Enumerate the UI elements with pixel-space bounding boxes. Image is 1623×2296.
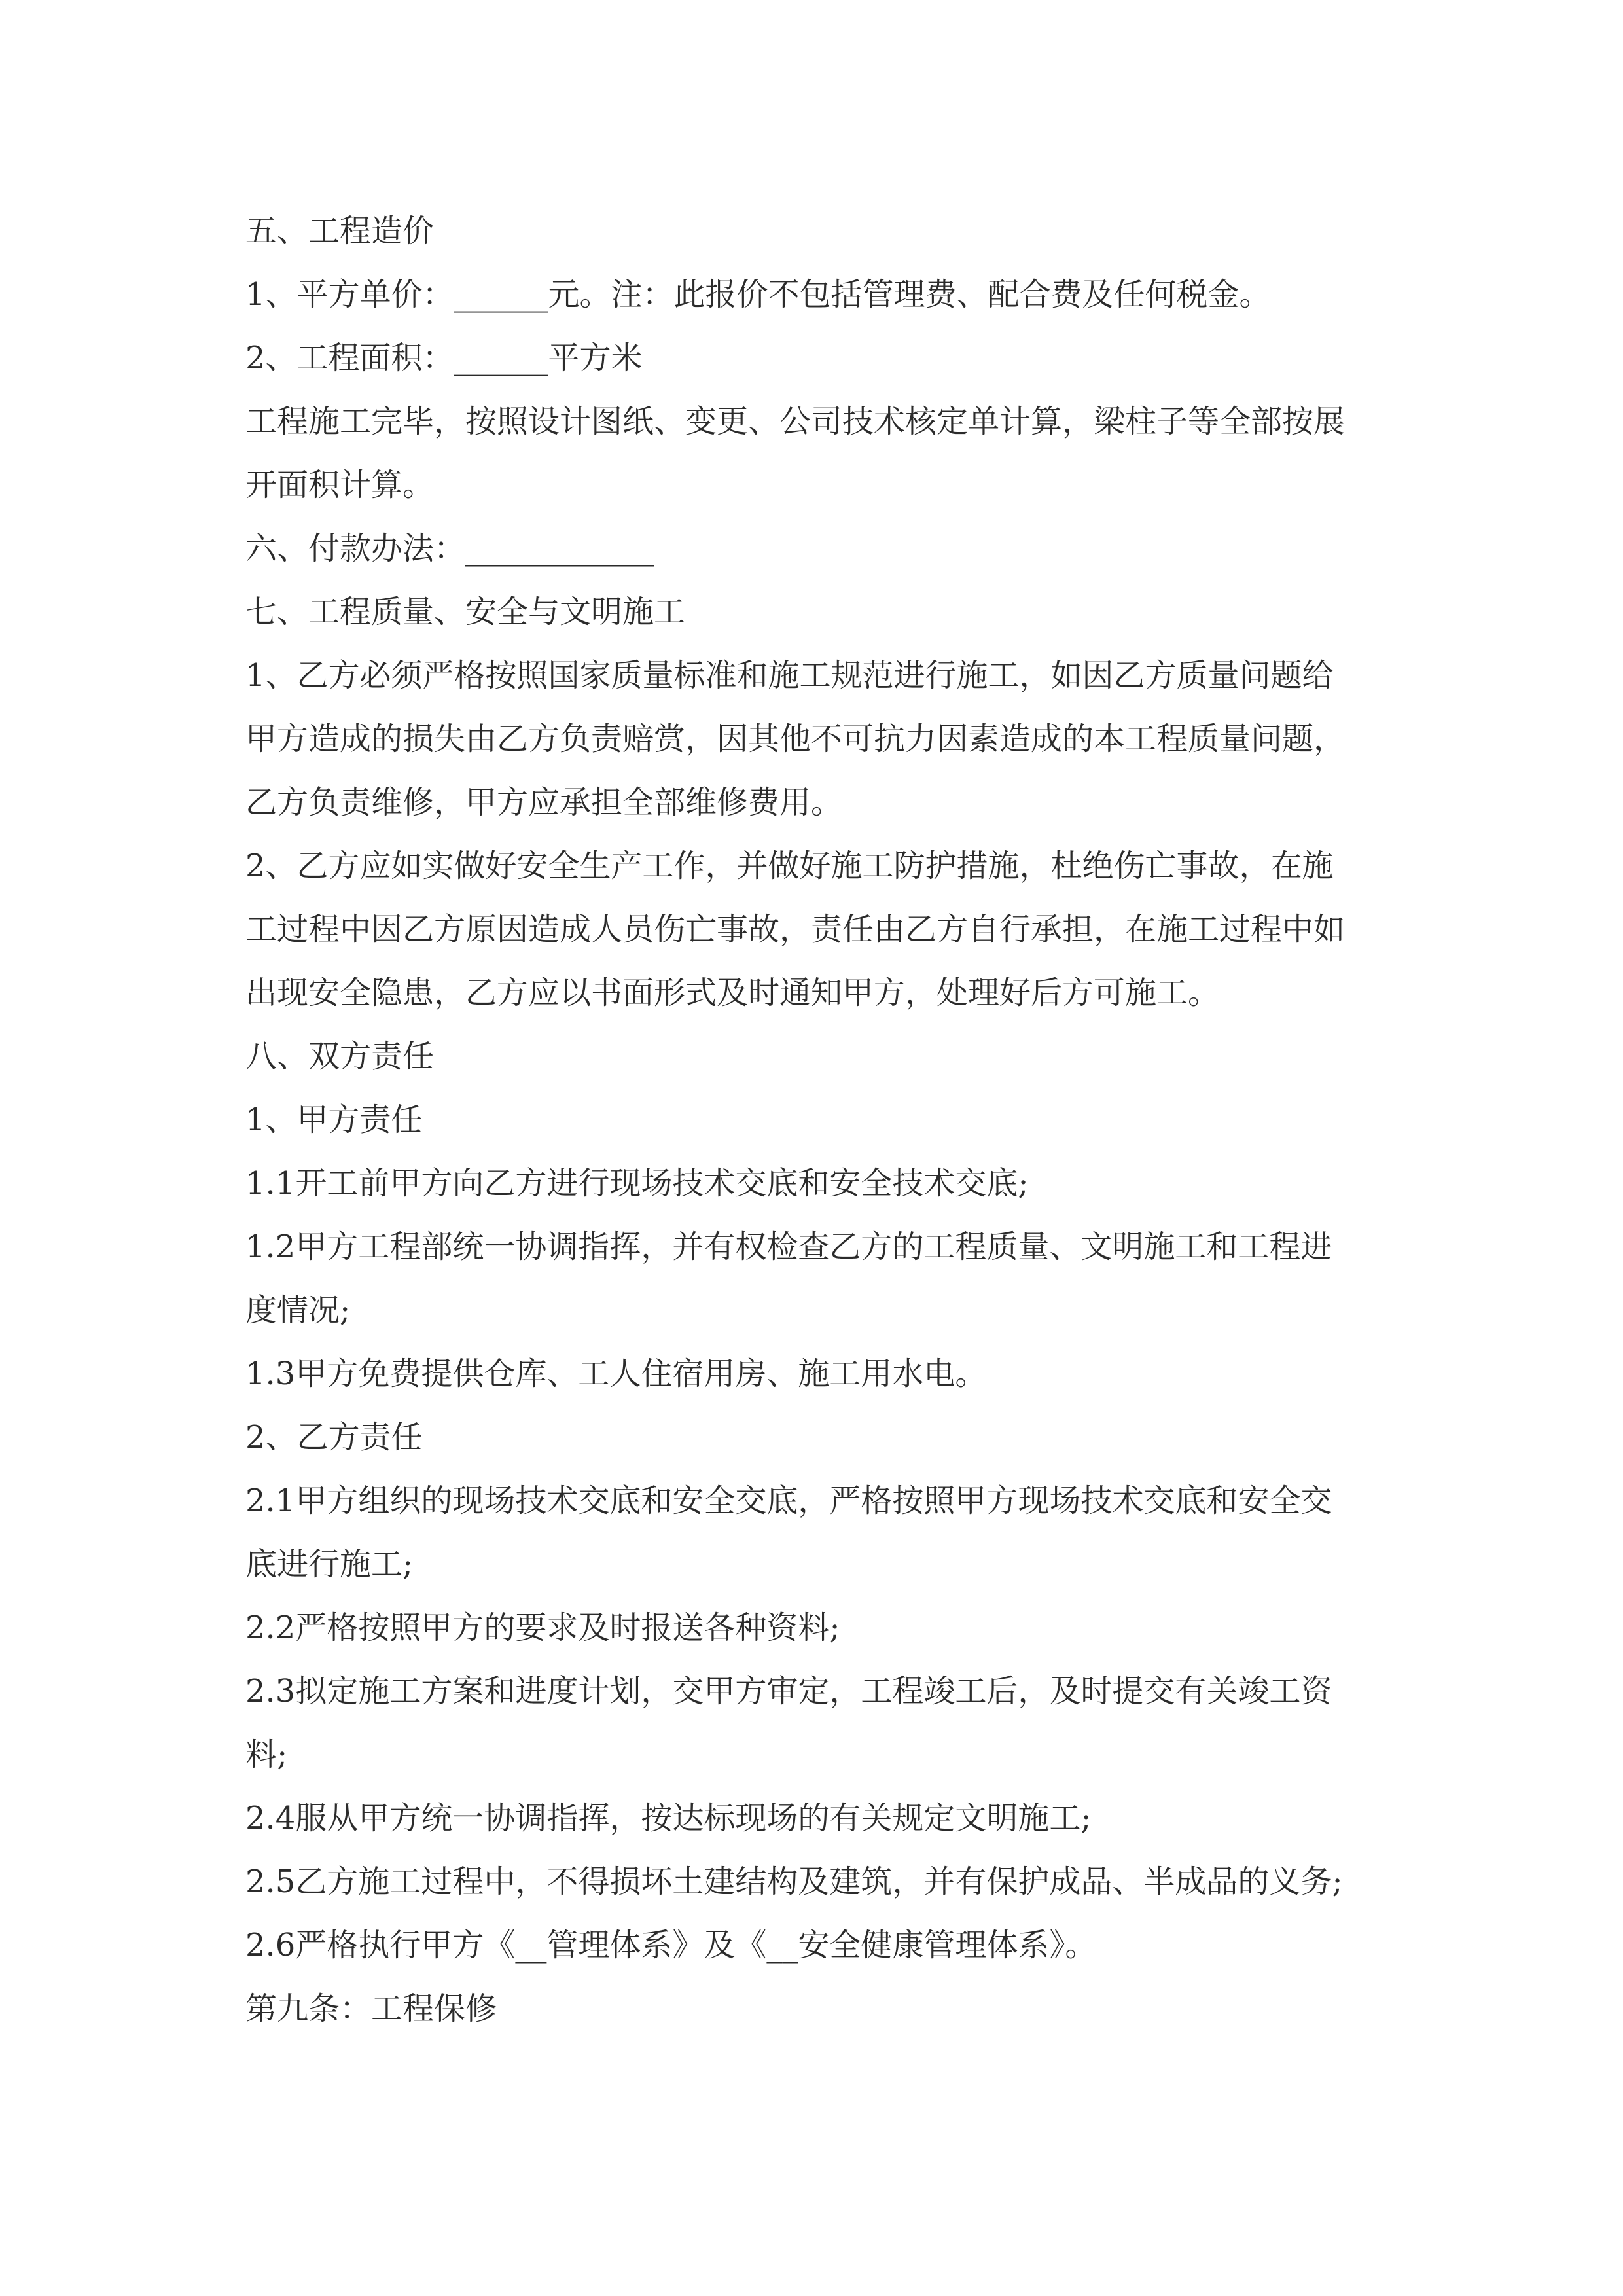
paragraph-text: 工过程中因乙方原因造成人员伤亡事故，责任由乙方自行承担，在施工过程中如: [245, 911, 1346, 948]
clause-2-1: 2.1甲方组织的现场技术交底和安全交底，严格按照甲方现场技术交底和安全交: [245, 1482, 1332, 1519]
clause-2-3: 2.3拟定施工方案和进度计划，交甲方审定，工程竣工后，及时提交有关竣工资: [245, 1673, 1332, 1710]
section-heading-payment: 六、付款办法：____________: [245, 530, 654, 567]
clause-unit-price: 1、平方单价：______元。注：此报价不包括管理费、配合费及任何税金。: [245, 276, 1271, 313]
paragraph-text: 底进行施工;: [245, 1546, 414, 1583]
section-heading-cost: 五、工程造价: [245, 213, 435, 249]
paragraph-text: 出现安全隐患，乙方应以书面形式及时通知甲方，处理好后方可施工。: [245, 975, 1220, 1011]
paragraph-text: 料;: [245, 1736, 288, 1773]
clause-1-1: 1.1开工前甲方向乙方进行现场技术交底和安全技术交底;: [245, 1165, 1029, 1202]
section-heading-quality: 七、工程质量、安全与文明施工: [245, 594, 686, 630]
paragraph-text: 度情况;: [245, 1292, 351, 1329]
paragraph-text: 甲方造成的损失由乙方负责赔赏，因其他不可抗力因素造成的本工程质量问题，: [245, 721, 1346, 757]
subheading-party-a: 1、甲方责任: [245, 1102, 423, 1138]
clause-2-2: 2.2严格按照甲方的要求及时报送各种资料;: [245, 1609, 840, 1646]
clause-area: 2、工程面积：______平方米: [245, 340, 643, 376]
subheading-party-b: 2、乙方责任: [245, 1419, 423, 1456]
clause-2-4: 2.4服从甲方统一协调指挥，按达标现场的有关规定文明施工;: [245, 1800, 1092, 1837]
clause-1-2: 1.2甲方工程部统一协调指挥，并有权检查乙方的工程质量、文明施工和工程进: [245, 1229, 1332, 1265]
paragraph-text: 工程施工完毕，按照设计图纸、变更、公司技术核定单计算，梁柱子等全部按展: [245, 403, 1346, 440]
clause-2-5: 2.5乙方施工过程中，不得损坏土建结构及建筑，并有保护成品、半成品的义务;: [245, 1863, 1343, 1900]
contract-body: [245, 200, 1397, 2041]
article-heading-warranty: 第九条：工程保修: [245, 1990, 497, 2027]
paragraph-text: 开面积计算。: [245, 467, 435, 503]
clause-2-6: 2.6严格执行甲方《__管理体系》及《__安全健康管理体系》。: [245, 1927, 1097, 1964]
paragraph-text: 乙方负责维修，甲方应承担全部维修费用。: [245, 784, 843, 821]
paragraph-text: 2、乙方应如实做好安全生产工作，并做好施工防护措施，杜绝伤亡事故，在施: [245, 848, 1334, 884]
section-heading-responsibilities: 八、双方责任: [245, 1038, 435, 1075]
clause-1-3: 1.3甲方免费提供仓库、工人住宿用房、施工用水电。: [245, 1355, 987, 1392]
paragraph-text: 1、乙方必须严格按照国家质量标准和施工规范进行施工，如因乙方质量问题给: [245, 657, 1334, 694]
